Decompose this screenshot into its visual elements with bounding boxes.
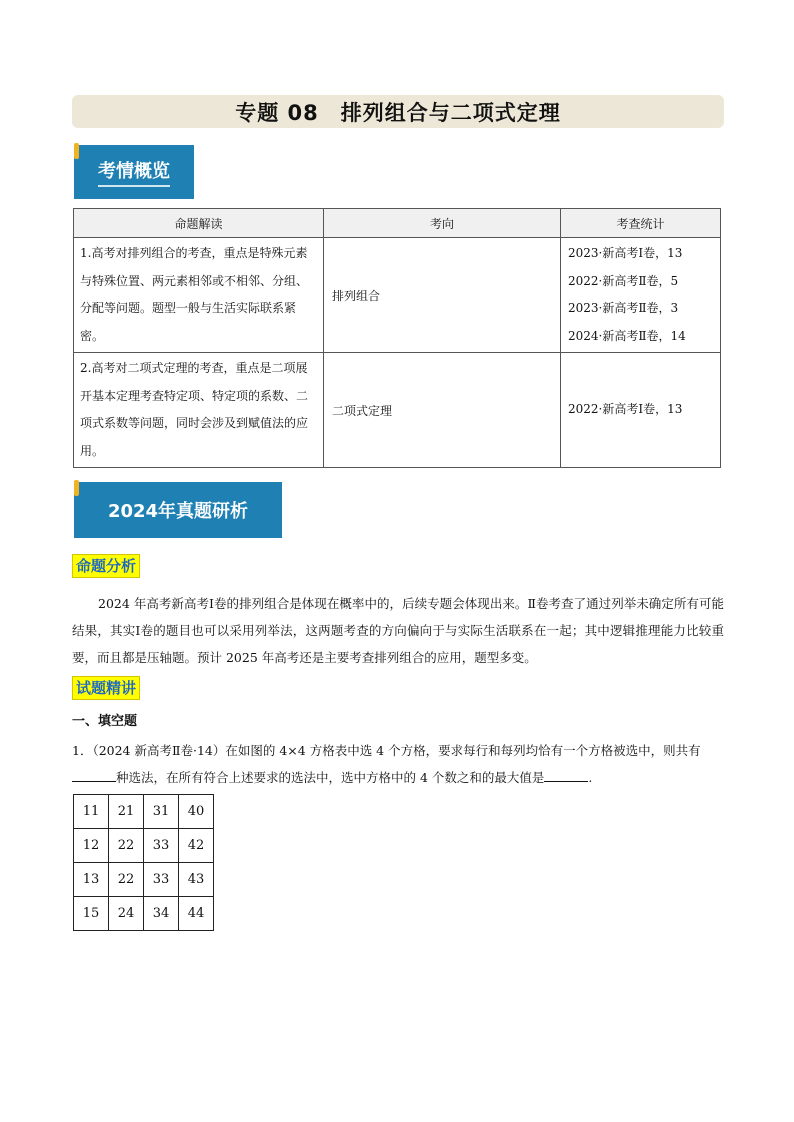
badge-label: 2024年真题研析 (107, 501, 249, 522)
grid-cell: 22 (109, 829, 144, 863)
grid-cell: 11 (74, 795, 109, 829)
grid-row (74, 829, 214, 863)
section-badge-2024-analysis (74, 482, 282, 538)
overview-table (73, 208, 721, 468)
stat-entry: 2023·新高考Ⅰ卷，13 (568, 246, 683, 260)
grid-cell: 21 (109, 795, 144, 829)
title-banner (72, 95, 724, 128)
analysis-paragraph: 2024 年高考新高考Ⅰ卷的排列组合是体现在概率中的，后续专题会体现出来。Ⅱ卷考查了通过列举未确定所有可能结果，其实Ⅰ卷的题目也可以采用列举法，这两题考查的方向偏向于与实际生活联系在一起；其中逻辑推理能力比较重要，而且都是压轴题。预计 2025 年高考还是主要考查排列组合的应用，题型多变。 (72, 596, 724, 665)
grid-row (74, 863, 214, 897)
grid-cell: 13 (74, 863, 109, 897)
stat-entry: 2022·新高考Ⅰ卷，13 (568, 402, 683, 417)
grid-cell: 22 (109, 863, 144, 897)
grid-cell: 12 (74, 829, 109, 863)
table-header-row (74, 209, 721, 238)
badge-accent-icon (74, 143, 79, 159)
question-part: 1．（2024 新高考Ⅱ卷·14）在如图的 4×4 方格表中选 4 个方格，要求每行和每列均恰有一个方格被选中，则共有 (72, 743, 701, 758)
description-cell: 1.高考对排列组合的考查，重点是特殊元素与特殊位置、两元素相邻或不相邻、分组、分配等问题。题型一般与生活实际联系紧密。 (74, 238, 324, 353)
grid-row (74, 897, 214, 931)
grid-cell: 31 (144, 795, 179, 829)
badge-label: 考情概览 (98, 157, 170, 187)
grid-cell: 40 (179, 795, 214, 829)
grid-cell: 15 (74, 897, 109, 931)
stats-cell (561, 238, 721, 353)
grid-cell: 44 (179, 897, 214, 931)
question-part: . (588, 770, 593, 785)
question-text (72, 737, 724, 791)
stats-cell (561, 353, 721, 468)
grid-cell: 33 (144, 829, 179, 863)
answer-blank (544, 767, 588, 782)
question-explanation-label: 试题精讲 (72, 676, 140, 700)
grid-cell: 34 (144, 897, 179, 931)
direction-cell: 二项式定理 (324, 353, 561, 468)
description-cell: 2.高考对二项式定理的考查，重点是二项展开基本定理考查特定项、特定项的系数、二项式系数等问题，同时会涉及到赋值法的应用。 (74, 353, 324, 468)
direction-cell: 排列组合 (324, 238, 561, 353)
grid-row (74, 795, 214, 829)
grid-cell: 33 (144, 863, 179, 897)
grid-cell: 24 (109, 897, 144, 931)
proposition-analysis-label: 命题分析 (72, 554, 140, 578)
grid-cell: 43 (179, 863, 214, 897)
stat-entry: 2022·新高考Ⅱ卷，5 (568, 273, 679, 288)
badge-accent-icon (74, 480, 79, 496)
answer-blank (72, 767, 116, 782)
table-header: 命题解读 (74, 209, 324, 238)
table-row (74, 238, 721, 353)
number-grid (73, 794, 214, 931)
stat-entry: 2023·新高考Ⅱ卷，3 (568, 301, 679, 315)
table-header: 考查统计 (561, 209, 721, 238)
question-part: 种选法，在所有符合上述要求的选法中，选中方格中的 4 个数之和的最大值是 (116, 770, 545, 785)
table-row (74, 353, 721, 468)
grid-cell: 42 (179, 829, 214, 863)
page-title: 专题 08 排列组合与二项式定理 (235, 100, 561, 125)
fill-blank-heading: 一、填空题 (72, 714, 138, 729)
table-header: 考向 (324, 209, 561, 238)
stat-entry: 2024·新高考Ⅱ卷，14 (568, 328, 686, 343)
section-badge-overview (74, 145, 194, 199)
